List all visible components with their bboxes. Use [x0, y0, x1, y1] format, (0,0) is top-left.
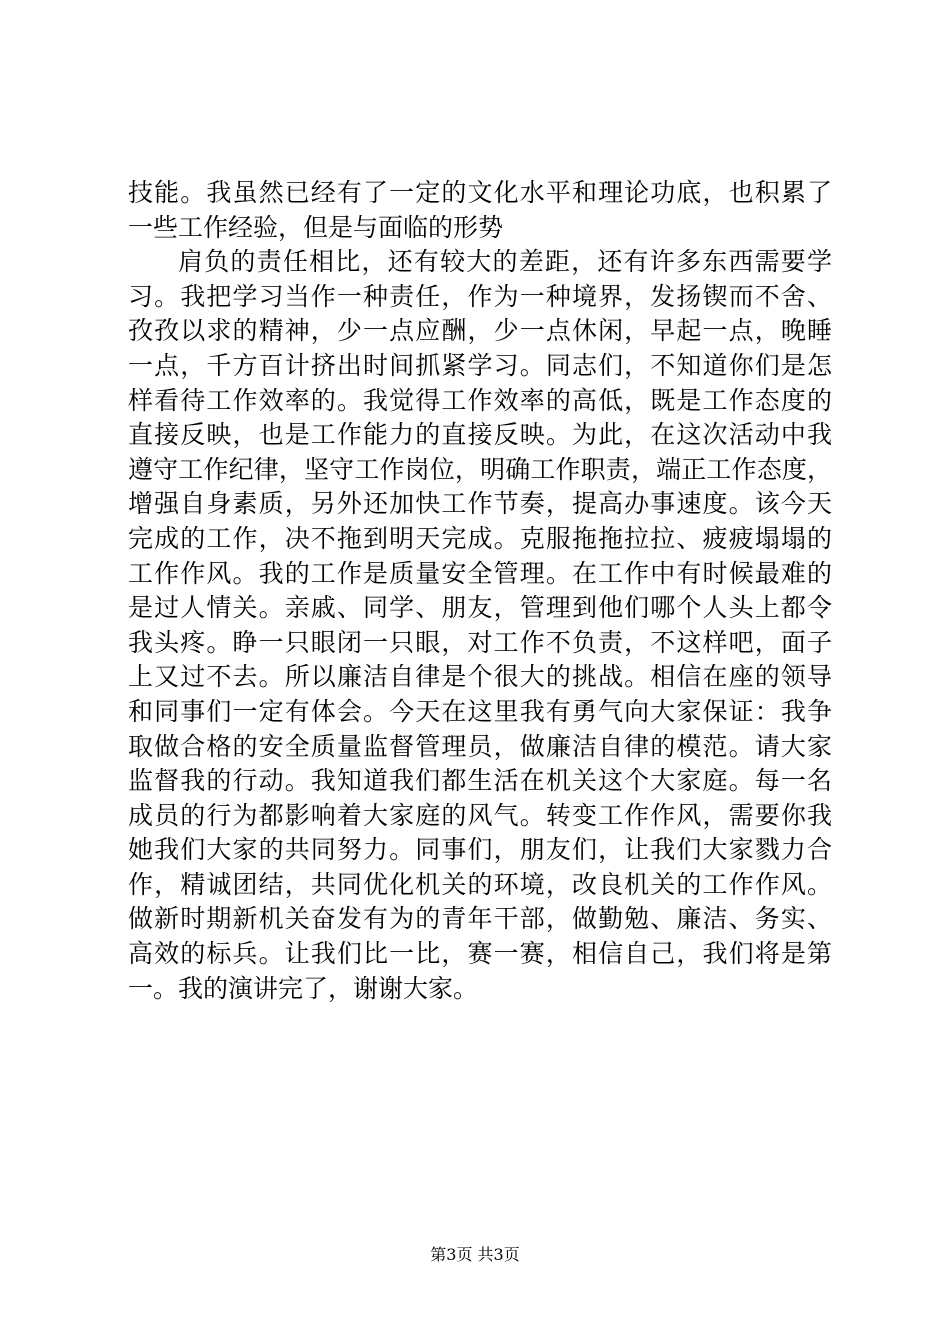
text-line: 是过人情关。亲戚、同学、朋友，管理到他们哪个人头上都令 [128, 593, 832, 623]
text-line: 取做合格的安全质量监督管理员，做廉洁自律的模范。请大家 [128, 731, 832, 761]
paragraph-start-line: 肩负的责任相比，还有较大的差距，还有许多东西需要学 [178, 247, 832, 277]
text-line: 孜孜以求的精神，少一点应酬，少一点休闲，早起一点，晚睡 [128, 316, 832, 346]
text-line: 一。我的演讲完了，谢谢大家。 [128, 973, 479, 1003]
text-line: 和同事们一定有体会。今天在这里我有勇气向大家保证：我争 [128, 696, 832, 726]
text-line: 完成的工作，决不拖到明天完成。克服拖拖拉拉、疲疲塌塌的 [128, 523, 832, 553]
text-line: 成员的行为都影响着大家庭的风气。转变工作作风，需要你我 [128, 800, 832, 830]
text-line: 上又过不去。所以廉洁自律是个很大的挑战。相信在座的领导 [128, 662, 832, 692]
text-line: 监督我的行动。我知道我们都生活在机关这个大家庭。每一名 [128, 766, 832, 796]
text-line: 遵守工作纪律，坚守工作岗位，明确工作职责，端正工作态度， [128, 454, 832, 484]
text-line: 作，精诚团结，共同优化机关的环境，改良机关的工作作风。 [128, 869, 832, 899]
text-line: 习。我把学习当作一种责任，作为一种境界，发扬锲而不舍、 [128, 281, 832, 311]
text-line: 直接反映，也是工作能力的直接反映。为此，在这次活动中我 [128, 420, 832, 450]
page-number-footer: 第3页 共3页 [430, 1245, 520, 1264]
text-line: 技能。我虽然已经有了一定的文化水平和理论功底，也积累了 [128, 178, 832, 207]
text-line: 我头疼。睁一只眼闭一只眼，对工作不负责，不这样吧，面子 [128, 627, 832, 657]
text-line: 她我们大家的共同努力。同事们，朋友们，让我们大家戮力合 [128, 835, 832, 865]
text-line: 做新时期新机关奋发有为的青年干部，做勤勉、廉洁、务实、 [128, 904, 832, 934]
text-line: 一点，千方百计挤出时间抓紧学习。同志们，不知道你们是怎 [128, 350, 832, 380]
document-body [128, 176, 832, 1006]
text-line: 增强自身素质，另外还加快工作节奏，提高办事速度。该今天 [128, 489, 832, 519]
text-line: 高效的标兵。让我们比一比，赛一赛，相信自己，我们将是第 [128, 939, 832, 969]
text-line: 工作作风。我的工作是质量安全管理。在工作中有时候最难的 [128, 558, 832, 588]
text-line: 一些工作经验，但是与面临的形势 [128, 212, 504, 242]
text-line: 样看待工作效率的。我觉得工作效率的高低，既是工作态度的 [128, 385, 832, 415]
